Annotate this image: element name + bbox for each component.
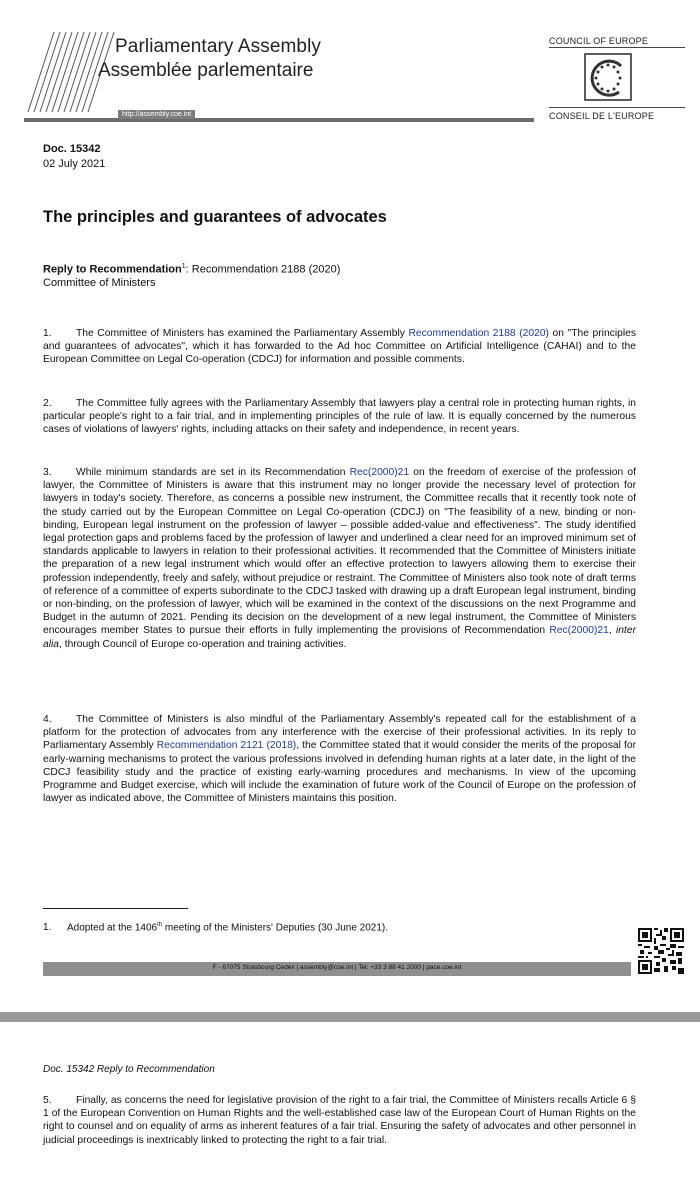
paragraph-italic: inter alia: [43, 625, 636, 650]
paragraph-number: 4.: [43, 714, 52, 725]
rec-2000-21-link[interactable]: Rec(2000)21: [349, 467, 410, 478]
paragraph-text: , through Council of Europe co-operation and training activities.: [59, 638, 347, 650]
footer-contact: F - 67075 Strasbourg Cedex | assembly@coe.int | Tel: +33 3 88 41 2000 | pace.coe.int: [212, 964, 462, 971]
doc-title: The principles and guarantees of advocates: [43, 208, 387, 226]
paragraph-text: The Committee of Ministers has examined the Parliamentary Assembly: [76, 328, 409, 339]
paragraph-text: While minimum standards are set in its Recommendation: [76, 467, 350, 478]
recommendation-2121-link[interactable]: Recommendation 2121 (2018): [156, 740, 297, 752]
qr-code-icon: [638, 928, 684, 974]
page2-running-header: Doc. 15342 Reply to Recommendation: [43, 1064, 215, 1075]
reply-value: : Recommendation 2188 (2020): [185, 263, 341, 276]
reply-label: Reply to Recommendation: [43, 263, 182, 276]
coe-name-en: COUNCIL OF EUROPE: [549, 36, 649, 46]
reply-line: [43, 263, 340, 276]
paragraph-number: 5.: [43, 1095, 52, 1106]
page-break: [0, 1012, 700, 1022]
assembly-name-en: Parliamentary Assembly: [115, 36, 321, 57]
footnote-number: 1.: [43, 922, 52, 934]
header-rule: [24, 118, 534, 122]
council-of-europe-logo-icon: [561, 52, 671, 104]
paragraph-1: [43, 327, 636, 367]
paragraph-text: The Committee fully agrees with the Parliamentary Assembly that lawyers play a central role in protecting human rights, in particular people's right to a fair trial, and in implementing principles of the rule of law. It is equally concerned by the numerous cases of violations of lawyers' rights, including attacks on their safety and independence, in recent years.: [43, 398, 636, 436]
footnote: [43, 922, 388, 933]
paragraph-number: 1.: [43, 328, 52, 339]
paragraph-text: on the freedom of exercise of the profession of lawyer, the Committee of Ministers is aware that this instrument may no longer provide the necessary level of protection for lawyers in today's society. Therefore, as concerns a possible new instrument, the Committee recalls that it recently took note of the study carried out by the European Committee on Legal Co-operation (CDCJ) on "The feasibility of a new, binding or non-binding, European legal instrument on the profession of lawyer – possible added-value and effectiveness". The study identified legal protection gaps and problems faced by the profession of lawyer and underlined a clear need for an improved minimum set of standards applicable to lawyers in relation to their professional activities. It recommended that the Committee of Ministers initiate the preparation of a new legal instrument which would offer an effective protection to lawyers allowing them to exercise their profession independently, freely and safely, without prejudice or restraint. The Committee of Ministers also took note of draft terms of reference of a committee of experts subordinate to the CDCJ tasked with drawing up a draft European legal instrument, binding or non-binding, on the profession of lawyer, which will be examined in the context of the discussions on the next Programme and Budget in the autumn of 2021. Pending its decision on the development of a new legal instrument, the Committee of Ministers encourages member States to pursue their efforts in fully implementing the provisions of Recommendation: [43, 467, 637, 637]
doc-author: Committee of Ministers: [43, 277, 156, 289]
paragraph-number: 2.: [43, 398, 52, 409]
coe-name-fr: CONSEIL DE L'EUROPE: [549, 111, 655, 121]
paragraph-2: [43, 397, 636, 437]
paragraph-text: Finally, as concerns the need for legislative provision of the right to a fair trial, the Committee of Ministers recalls Article 6 § 1 of the European Convention on Human Rights and the well-established case law of the European Court of Human Rights on the right to counsel and on equality of arms as inherent features of a fair trial. Ensuring the safety of advocates and other personnel in judicial proceedings is inextricably linked to protecting the right to a fair trial.: [43, 1095, 636, 1146]
recommendation-2188-link[interactable]: Recommendation 2188 (2020): [408, 328, 549, 339]
paragraph-text: The Committee of Ministers is also mindful of the Parliamentary Assembly's repeated call for the establishment of a platform for the protection of advocates from any interference with the exercise of their professional activities. In its reply to Parliamentary Assembly: [43, 714, 636, 752]
footnote-rule: [43, 908, 188, 909]
paragraph-text: ,: [608, 625, 616, 637]
paragraph-text: , the Committee stated that it would consider the merits of the proposal for early-warning mechanisms to protect the various professions involved in defending human rights at a later date, in the light of the CDCJ feasibility study and the practice of existing early-warning procedures and mechanisms. In view of the upcoming Programme and Budget exercise, which will include the examination of future work of the Council of Europe on the profession of lawyer as indicated above, the Committee of Ministers maintains this position.: [43, 740, 637, 805]
coe-rule-top: [549, 47, 685, 48]
paragraph-4: [43, 713, 636, 805]
coe-rule-bottom: [549, 107, 685, 108]
footnote-text: meeting of the Ministers' Deputies (30 June 2021).: [162, 922, 389, 934]
footnote-text: Adopted at the 1406: [67, 922, 158, 934]
assembly-name-fr: Assemblée parlementaire: [98, 60, 314, 81]
footnote-sup: th: [157, 922, 163, 928]
paragraph-5: [43, 1094, 636, 1147]
doc-date: 02 July 2021: [43, 158, 106, 170]
rec-2000-21-link[interactable]: Rec(2000)21: [549, 625, 609, 637]
doc-number: Doc. 15342: [43, 143, 101, 155]
paragraph-text: on "The principles and guarantees of advocates", which it has forwarded to the Ad hoc Committee on Artificial Intelligence (CAHAI) and to the European Committee on Legal Co-operation (CDCJ) for information and possible comments.: [43, 328, 637, 366]
assembly-url-link[interactable]: http://assembly.coe.int: [118, 110, 195, 119]
paragraph-number: 3.: [43, 467, 52, 478]
paragraph-3: [43, 466, 636, 651]
footnote-ref[interactable]: 1: [181, 263, 186, 270]
